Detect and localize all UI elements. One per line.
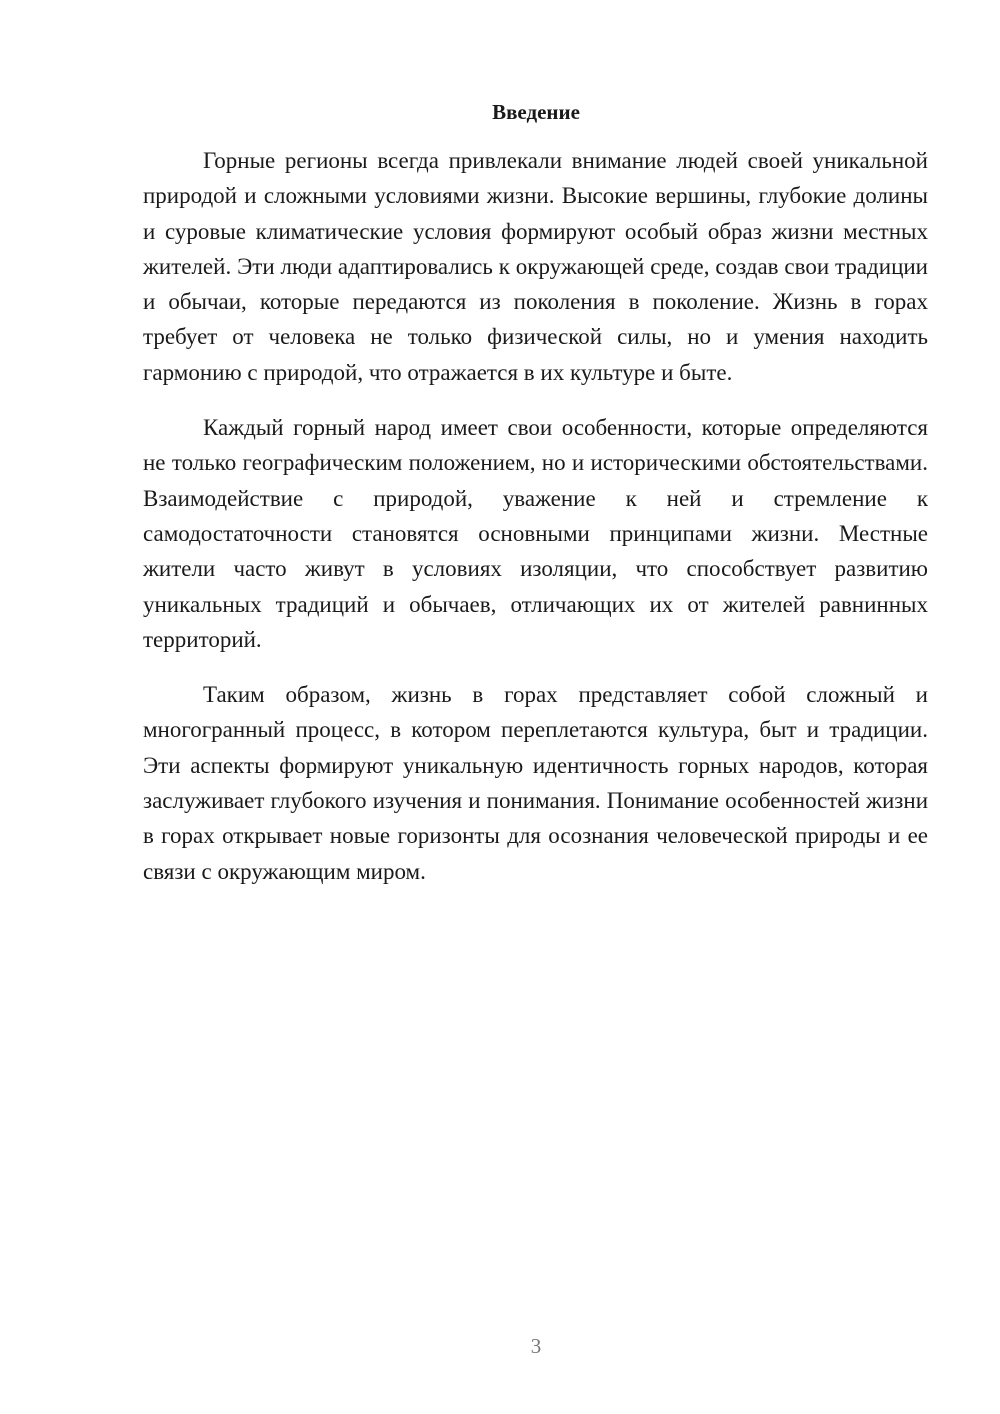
paragraph-1: Горные регионы всегда привлекали внимание людей своей уникальной природой и сложными условиями жизни. Высокие вершины, глубокие долины и суровые климатические условия формируют особый образ жизни местных жителей. Эти люди адаптировались к окружающей среде, создав свои традиции и обычаи, которые передаются из поколения в поколение. Жизнь в горах требует от человека не только физической силы, но и умения находить гармонию с природой, что отражается в их культуре и быте. bbox=[143, 148, 928, 385]
page-number: 3 bbox=[530, 1334, 542, 1358]
paragraph-3: Таким образом, жизнь в горах представляет собой сложный и многогранный процесс, в котором переплетаются культура, быт и традиции. Эти аспекты формируют уникальную идентичность горных народов, которая заслуживает глубокого изучения и понимания. Понимание особенностей жизни в горах открывает новые горизонты для осознания человеческой природы и ее связи с окружающим миром. bbox=[143, 682, 928, 884]
section-title: Введение bbox=[492, 100, 580, 124]
body-text bbox=[143, 143, 928, 909]
paragraph-2: Каждый горный народ имеет свои особенности, которые определяются не только географическим положением, но и историческими обстоятельствами. Взаимодействие с природой, уважение к ней и стремление к самодостаточности становятся основными принципами жизни. Местные жители часто живут в условиях изоляции, что способствует развитию уникальных традиций и обычаев, отличающих их от жителей равнинных территорий. bbox=[143, 415, 928, 652]
